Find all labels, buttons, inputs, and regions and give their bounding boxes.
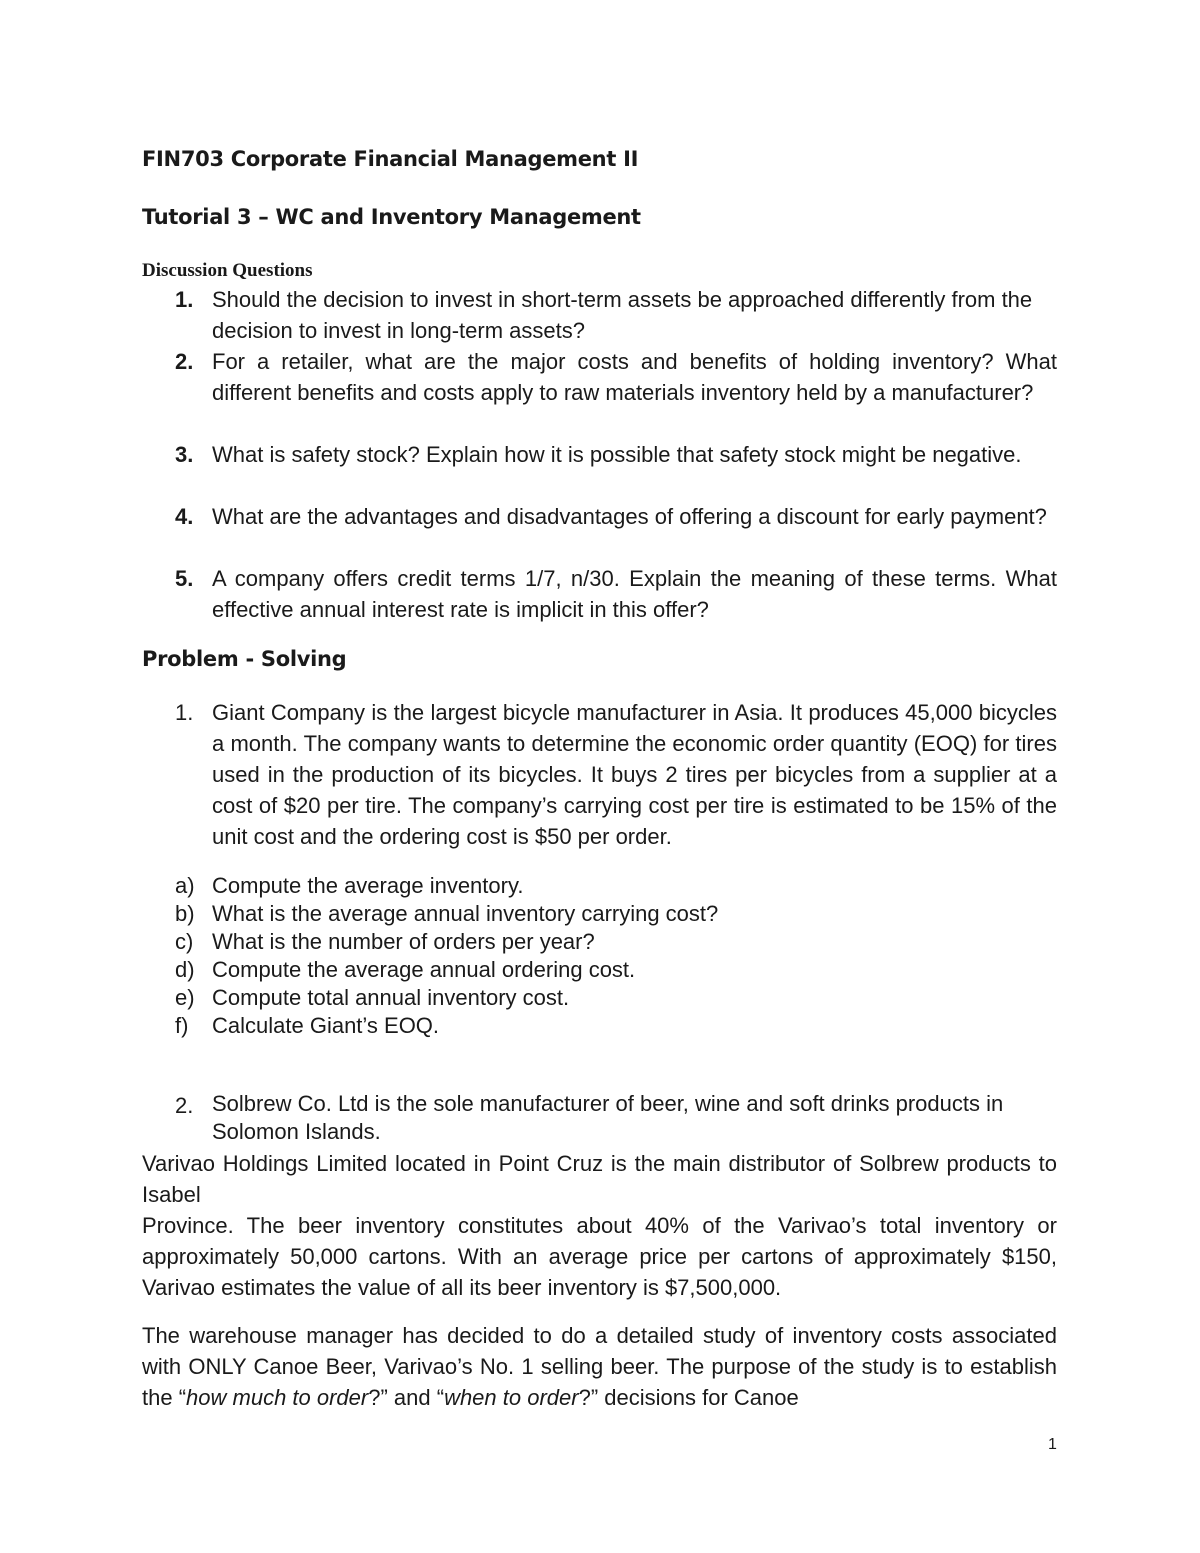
sub-question-text: Calculate Giant’s EOQ. [212,1013,440,1038]
sub-question-label: d) [175,957,195,982]
paragraph: Varivao Holdings Limited located in Point Cruz is the main distributor of Solbrew products to Isabel [142,1151,1057,1207]
sub-question-label: f) [175,1013,189,1038]
quoted-phrase: how much to order [186,1385,369,1410]
quoted-phrase: when to order [444,1385,579,1410]
sub-question-label: a) [175,873,195,898]
discussion-item-text: Should the decision to invest in short-term assets be approached differently from the decision to invest in long-term assets? [212,287,1033,343]
discussion-item-number: 1. [175,287,194,312]
paragraph-text: The warehouse manager has decided to do a detailed study of inventory costs associated with ONLY Canoe Beer, Varivao’s No. 1 selling beer. The purpose of the study is to establish the “ [142,1323,1057,1410]
tutorial-title: Tutorial 3 – WC and Inventory Management [142,205,641,229]
paragraph-text: ?” and “ [368,1385,445,1410]
discussion-item-number: 3. [175,442,194,467]
sub-question-label: b) [175,901,195,926]
paragraph [142,1320,1057,1413]
discussion-item-text: What are the advantages and disadvantages of offering a discount for early payment? [212,504,1047,529]
course-title: FIN703 Corporate Financial Management II [142,147,639,171]
discussion-heading: Discussion Questions [142,260,313,281]
sub-question-text: Compute the average inventory. [212,873,524,898]
page-number: 1 [1048,1436,1057,1453]
paragraph: Province. The beer inventory constitutes about 40% of the Varivao’s total inventory or approximately 50,000 cartons. With an average price per cartons of approximately $150, Varivao estimates the value of all its beer inventory is $7,500,000. [142,1213,1057,1300]
discussion-item-text: What is safety stock? Explain how it is possible that safety stock might be negative. [212,442,1022,467]
discussion-item-number: 4. [175,504,194,529]
problem-text: Giant Company is the largest bicycle manufacturer in Asia. It produces 45,000 bicycles a month. The company wants to determine the economic order quantity (EOQ) for tires used in the production of its bicycles. It buys 2 tires per bicycles from a supplier at a cost of $20 per tire. The company’s carrying cost per tire is estimated to be 15% of the unit cost and the ordering cost is $50 per order. [212,700,1057,849]
sub-question-text: What is the average annual inventory carrying cost? [212,901,719,926]
sub-question-text: Compute total annual inventory cost. [212,985,570,1010]
discussion-item-number: 2. [175,349,194,374]
sub-question-text: Compute the average annual ordering cost. [212,957,636,982]
problem-number: 2. [175,1093,194,1118]
problem-text: Solbrew Co. Ltd is the sole manufacturer of beer, wine and soft drinks products in Solomon Islands. [212,1091,1004,1144]
discussion-item-text: For a retailer, what are the major costs and benefits of holding inventory? What different benefits and costs apply to raw materials inventory held by a manufacturer? [212,349,1057,405]
sub-question-label: e) [175,985,195,1010]
discussion-item-number: 5. [175,566,194,591]
sub-question-text: What is the number of orders per year? [212,929,595,954]
sub-question-label: c) [175,929,194,954]
problem-heading: Problem - Solving [142,647,347,671]
paragraph-text: ?” decisions for Canoe [578,1385,799,1410]
discussion-item-text: A company offers credit terms 1/7, n/30. Explain the meaning of these terms. What effective annual interest rate is implicit in this offer? [212,566,1057,622]
problem-number: 1. [175,700,194,725]
